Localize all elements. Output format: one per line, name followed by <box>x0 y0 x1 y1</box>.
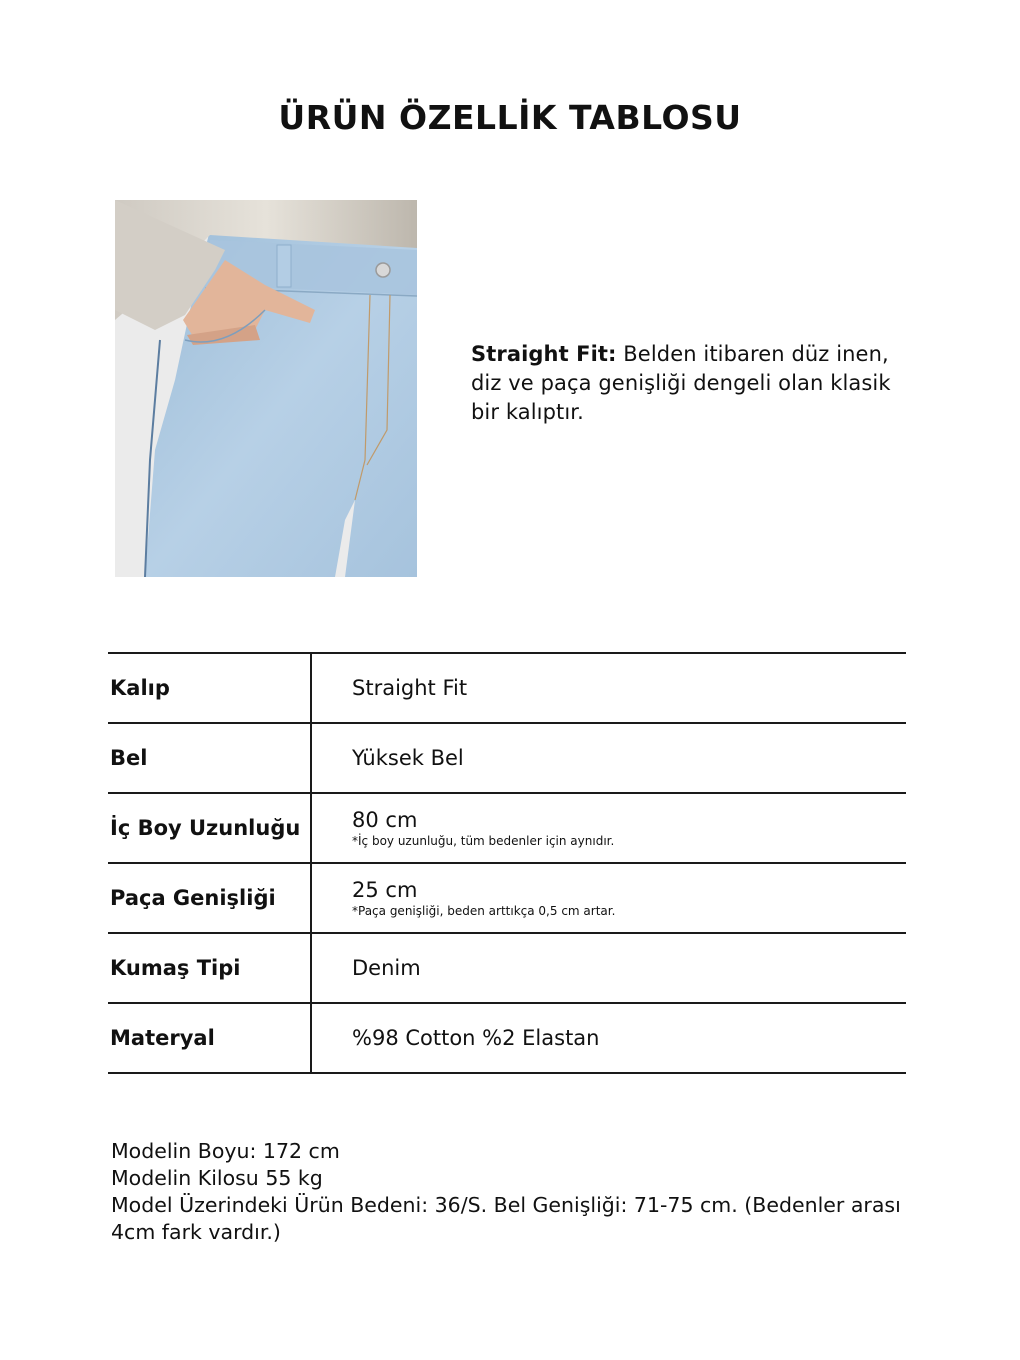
row-value <box>311 933 906 1003</box>
row-label: Bel <box>108 723 311 793</box>
row-value <box>311 863 906 933</box>
row-label: Materyal <box>108 1003 311 1073</box>
fit-text: Belden itibaren düz inen, diz ve paça genişliği dengeli olan klasik bir kalıptır. <box>471 342 891 424</box>
row-value <box>311 653 906 723</box>
value-main: Straight Fit <box>352 676 468 700</box>
model-info <box>111 1138 911 1246</box>
row-value <box>311 1003 906 1073</box>
value-note: *İç boy uzunluğu, tüm bedenler için aynıdır. <box>352 833 615 848</box>
row-value <box>311 793 906 863</box>
row-label: Kumaş Tipi <box>108 933 311 1003</box>
fit-description <box>471 340 921 427</box>
value-note: *Paça genişliği, beden arttıkça 0,5 cm artar. <box>352 903 616 918</box>
row-label: Paça Genişliği <box>108 863 311 933</box>
spec-table <box>108 652 906 1074</box>
page-title: ÜRÜN ÖZELLİK TABLOSU <box>278 98 742 137</box>
table-row <box>108 863 906 933</box>
table-row <box>108 1003 906 1073</box>
row-label: İç Boy Uzunluğu <box>108 793 311 863</box>
model-height: Modelin Boyu: 172 cm <box>111 1139 340 1163</box>
model-size: Model Üzerindeki Ürün Bedeni: 36/S. Bel Genişliği: 71-75 cm. (Bedenler arası 4cm fark vardır.) <box>111 1193 901 1244</box>
fit-term: Straight Fit: <box>471 342 617 366</box>
value-main: Yüksek Bel <box>352 746 464 770</box>
table-row <box>108 653 906 723</box>
value-main: %98 Cotton %2 Elastan <box>352 1026 600 1050</box>
jeans-image-icon <box>115 200 417 577</box>
model-weight: Modelin Kilosu 55 kg <box>111 1166 323 1190</box>
product-photo <box>115 200 417 577</box>
row-value <box>311 723 906 793</box>
table-row <box>108 933 906 1003</box>
value-main: 80 cm <box>352 807 418 832</box>
row-label: Kalıp <box>108 653 311 723</box>
table-row <box>108 793 906 863</box>
table-row <box>108 723 906 793</box>
value-main: 25 cm <box>352 877 418 902</box>
value-main: Denim <box>352 956 421 980</box>
